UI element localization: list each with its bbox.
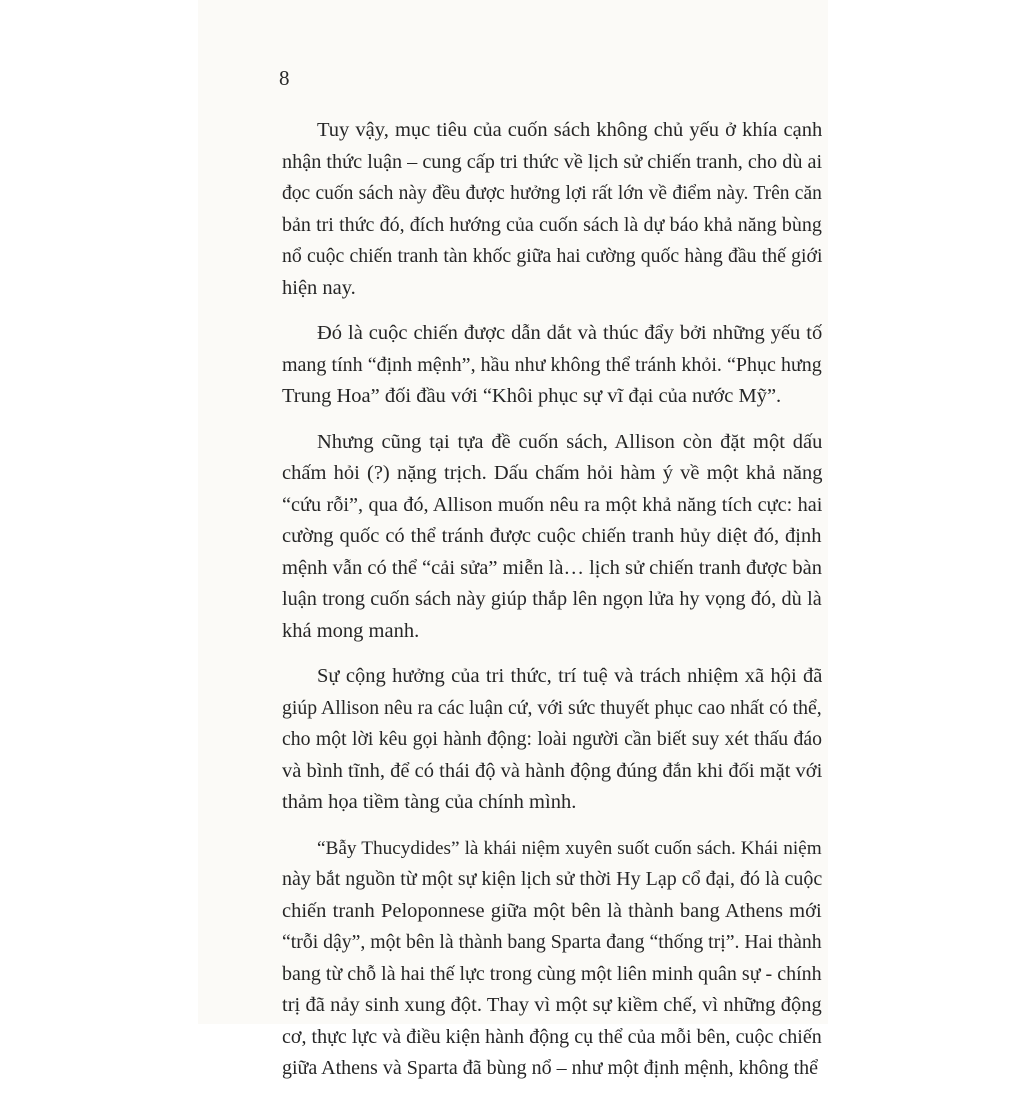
paragraph-4 (282, 661, 822, 819)
text-line: Tuy vậy, mục tiêu của cuốn sách không chủ yếu ở khía cạnh (317, 119, 823, 141)
text-line: chấm hỏi (?) nặng trịch. Dấu chấm hỏi hàm ý về một khả năng (282, 462, 823, 484)
paragraph-1 (282, 115, 822, 304)
text-line: bang từ chỗ là hai thế lực trong cùng một liên minh quân sự - chính (282, 962, 822, 985)
text-line: và bình tĩnh, để có thái độ và hành động đúng đắn khi đối mặt với (282, 759, 823, 782)
text-line: cường quốc có thể tránh được cuộc chiến tranh hủy diệt đó, định (282, 525, 822, 547)
text-line: nhận thức luận – cung cấp tri thức về lịch sử chiến tranh, cho dù ai (282, 150, 823, 173)
body-text (282, 115, 822, 1099)
page-number: 8 (279, 66, 290, 90)
text-line: cho một lời kêu gọi hành động: loài người cần biết suy xét thấu đáo (282, 728, 823, 750)
text-line: giữa Athens và Sparta đã bùng nổ – như một định mệnh, không thể (282, 1057, 819, 1079)
text-line: mang tính “định mệnh”, hầu như không thể tránh khỏi. “Phục hưng (282, 353, 822, 376)
text-line: bản tri thức đó, đích hướng của cuốn sách là dự báo khả năng bùng (282, 213, 822, 236)
text-line: thảm họa tiềm tàng của chính mình. (282, 791, 577, 813)
text-line: “cứu rỗi”, qua đó, Allison muốn nêu ra một khả năng tích cực: hai (282, 493, 823, 516)
text-line: hiện nay. (282, 276, 356, 299)
text-line: khá mong manh. (282, 619, 420, 642)
text-line: “Bẫy Thucydides” là khái niệm xuyên suốt cuốn sách. Khái niệm (317, 837, 822, 859)
paragraph-3 (282, 427, 822, 648)
text-line: nổ cuộc chiến tranh tàn khốc giữa hai cường quốc hàng đầu thế giới (282, 245, 823, 267)
text-line: giúp Allison nêu ra các luận cứ, với sức thuyết phục cao nhất có thể, (282, 696, 822, 719)
text-line: trị đã nảy sinh xung đột. Thay vì một sự kiềm chế, vì những động (282, 994, 822, 1016)
text-line: Trung Hoa” đối đầu với “Khôi phục sự vĩ đại của nước Mỹ”. (282, 385, 782, 407)
text-line: “trỗi dậy”, một bên là thành bang Sparta đang “thống trị”. Hai thành (282, 931, 822, 953)
text-line: đọc cuốn sách này đều được hưởng lợi rất lớn về điểm này. Trên căn (282, 183, 822, 204)
paragraph-5 (282, 833, 822, 1085)
text-line: mệnh vẫn có thể “cải sửa” miễn là… lịch sử chiến tranh được bàn (282, 556, 822, 579)
paragraph-2 (282, 318, 822, 413)
text-line: Đó là cuộc chiến được dẫn dắt và thúc đẩy bởi những yếu tố (317, 322, 823, 344)
text-line: chiến tranh Peloponnese giữa một bên là thành bang Athens mới (282, 899, 822, 922)
text-line: này bắt nguồn từ một sự kiện lịch sử thời Hy Lạp cổ đại, đó là cuộc (282, 868, 823, 890)
text-line: Sự cộng hưởng của tri thức, trí tuệ và trách nhiệm xã hội đã (317, 665, 823, 687)
text-line: cơ, thực lực và điều kiện hành động cụ thể của mỗi bên, cuộc chiến (282, 1025, 822, 1048)
text-line: Nhưng cũng tại tựa đề cuốn sách, Allison còn đặt một dấu (317, 430, 823, 453)
text-line: luận trong cuốn sách này giúp thắp lên ngọn lửa hy vọng đó, dù là (282, 588, 822, 610)
